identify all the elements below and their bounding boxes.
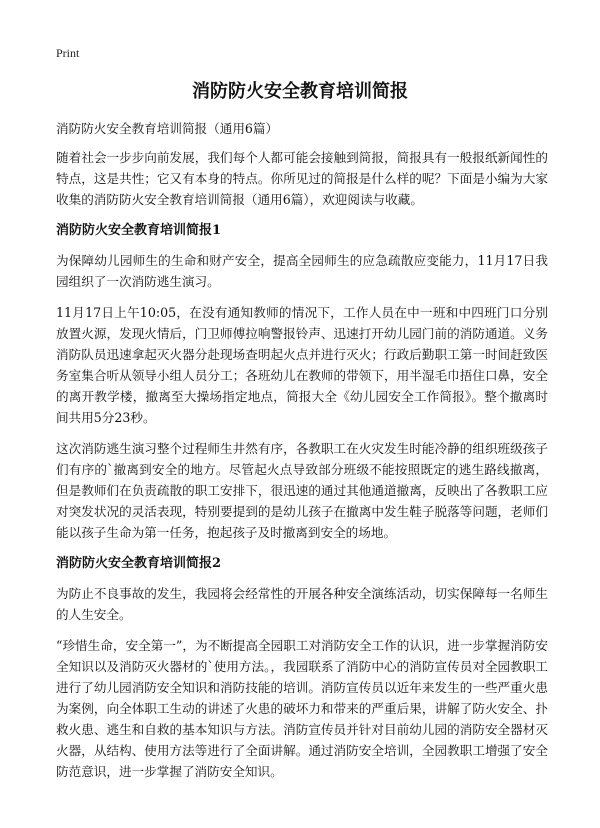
page-title: 消防防火安全教育培训简报 [192, 81, 408, 102]
print-label: Print [56, 46, 80, 60]
section-heading: 消防防火安全教育培训简报2 [56, 556, 222, 571]
section-paragraph: 为防止不良事故的发生，我园将会经常性的开展各种安全演练活动，切实保障每一名师生的人生安全。 [56, 586, 548, 622]
section-paragraph: 这次消防逃生演习整个过程师生井然有序，各教职工在火灾发生时能冷静的组织班级孩子们有序的`撤离到安全的地方。尽管起火点导致部分班级不能按照既定的逃生路线撤离，但是教师们在负责疏散的职工安排下，很迅速的通过其他通道撤离，反映出了各教职工应对突发状况的灵活表现，特别要提到的是幼儿孩子在撤离中发生鞋子脱落等问题，老师们能以孩子生命为第一任务，抱起孩子及时撤离到安全的场地。 [56, 441, 548, 540]
section-paragraph: “珍惜生命，安全第一”，为不断提高全园职工对消防安全工作的认识，进一步掌握消防安全知识以及消防灭火器材的`使用方法。，我园联系了消防中心的消防宣传员对全园教职工进行了幼儿园消防安全知识和消防技能的培训。消防宣传员以近年来发生的一些严重火患为案例，向全体职工生动的讲述了火患的破坏力和带来的严重后果，讲解了防火安全、扑救火患、逃生和自救的基本知识与方法。消防宣传员并针对目前幼儿园的消防安全器材灭火器，从结构、使用方法等进行了全面讲解。通过消防安全培训，全园教职工增强了安全防范意识，进一步掌握了消防安全知识。 [56, 638, 548, 779]
section-paragraph: 为保障幼儿园师生的生命和财产安全，提高全园师生的应急疏散应变能力，11月17日我园组织了一次消防逃生演习。 [56, 253, 548, 289]
section-paragraph: 11月17日上午10:05，在没有通知教师的情况下，工作人员在中一班和中四班门口分别放置火源，发现火情后，门卫师傅拉响警报铃声、迅速打开幼儿园门前的消防通道。义务消防队员迅速拿起灭火器分赴现场查明起火点并进行灭火；行政后勤职工第一时间赶致医务室集合听从领导小组人员分工；各班幼儿在教师的带领下，用半湿毛巾捂住口鼻，安全的离开教学楼，撤离至大操场指定地点，简报大全《幼儿园安全工作简报》。整个撤离时间共用5分23秒。 [56, 305, 548, 425]
intro-paragraph: 随着社会一步步向前发展，我们每个人都可能会接触到简报，简报具有一般报纸新闻性的特点，这是共性；它又有本身的特点。你所见过的简报是什么样的呢？下面是小编为大家收集的消防防火安全教育培训简报（通用6篇），欢迎阅读与收藏。 [56, 150, 548, 207]
document-subtitle: 消防防火安全教育培训简报（通用6篇） [56, 121, 279, 136]
document-body [56, 118, 548, 792]
section-heading: 消防防火安全教育培训简报1 [56, 223, 222, 238]
